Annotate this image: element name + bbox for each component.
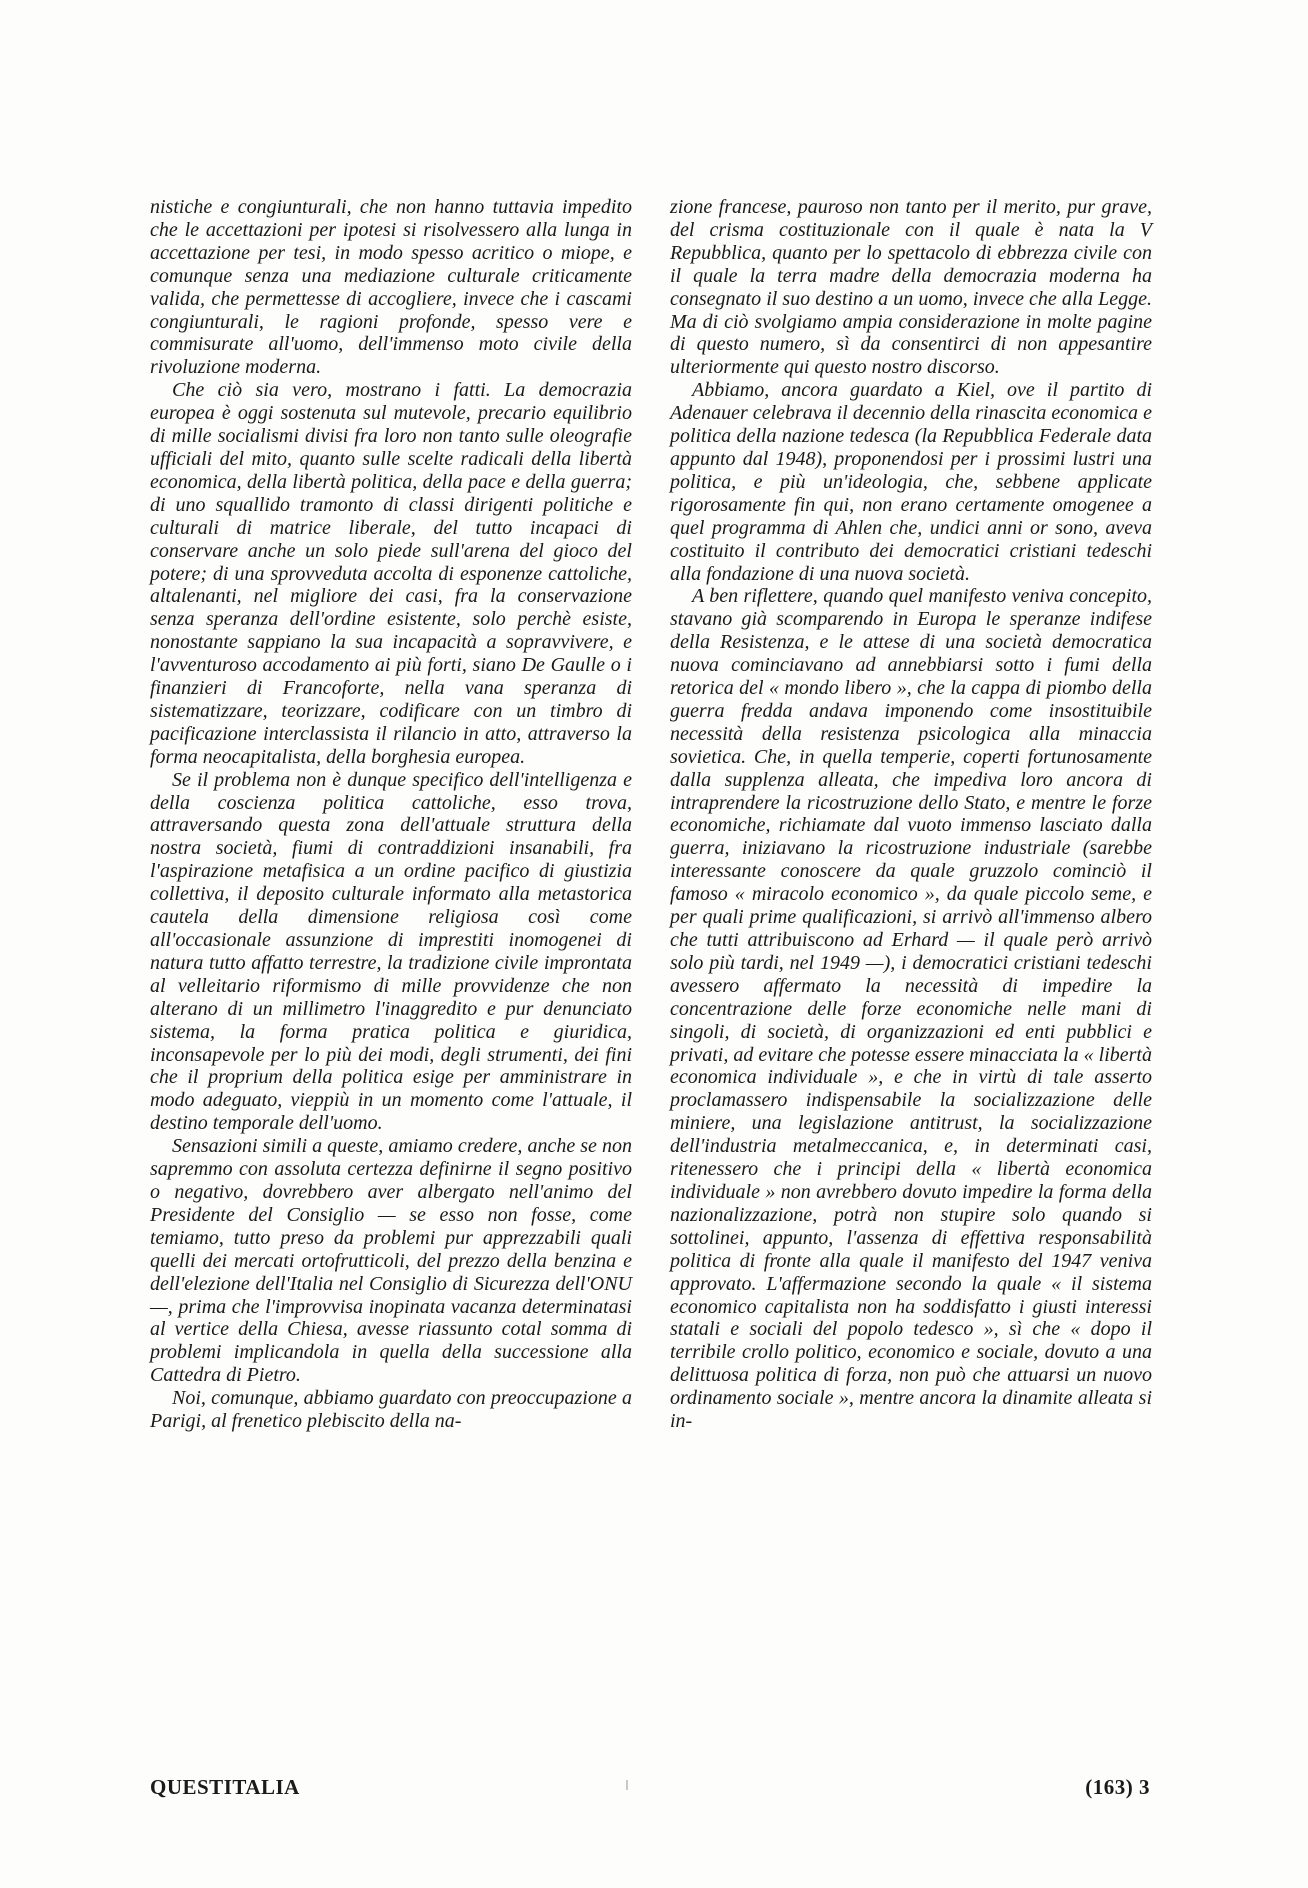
paragraph: A ben riflettere, quando quel manifesto veniva concepito, stavano già scomparendo in Europa le speranze indifese della Resistenza, e le attese di una società democratica nuova cominciavano ad annebbiarsi sotto i fumi della retorica del « mondo libero », che la cappa di piombo della guerra fredda andava imponendo come insostituibile necessità della resistenza psicologica alla minaccia sovietica. Che, in quella temperie, coperti fortunosamente dalla supplenza alleata, che impediva loro ancora di intraprendere la ricostruzione dello Stato, e mentre le forze economiche, richiamate dal vuoto immenso lasciato dalla guerra, iniziavano la ricostruzione industriale (sarebbe interessante conoscere da quale gruzzolo cominciò il famoso « miracolo economico », da quale piccolo seme, e per quali prime qualificazioni, si arrivò all'immenso albero che tutti attribuiscono ad Erhard — il quale però arrivò solo più tardi, nel 1949 —), i democratici cristiani tedeschi avessero affermato la necessità di impedire la concentrazione delle forze economiche nelle mani di singoli, di società, di organizzazioni ed enti pubblici e privati, ad evitare che potesse essere minacciata la « libertà economica individuale », e che in virtù di tale asserto proclamassero indispensabile la socializzazione delle miniere, una legislazione antitrust, la socializzazione dell'industria metalmeccanica, e, in determinati casi, ritenessero che i principi della « libertà economica individuale » non avrebbero dovuto impedire la forma della nazionalizzazione, potrà non stupire solo quando si sottolinei, appunto, l'assenza di effettiva responsabilità politica di fronte alla quale il manifesto del 1947 veniva approvato. L'affermazione secondo la quale « il sistema economico capitalista non ha soddisfatto i giusti interessi statali e sociali del popolo tedesco », sì che « dopo il terribile crollo politico, economico e sociale, dovuto a una delittuosa politica di forza, non può che attuarsi un nuovo ordinamento sociale », mentre ancora la dinamite alleata si in- <box>670 585 1152 1433</box>
right-text-column <box>670 196 1152 1433</box>
paragraph: Se il problema non è dunque specifico dell'intelligenza e della coscienza politica cattoliche, esso trova, attraversando questa zona dell'attuale struttura della nostra società, fiumi di contraddizioni insanabili, fra l'aspirazione metafisica a un ordine pacifico di giustizia collettiva, il deposito culturale informato alla metastorica cautela della dimensione religiosa così come all'occasionale assunzione di imprestiti inomogenei di natura tutto affatto terrestre, la tradizione civile improntata al velleitario riformismo di mille provvidenze che non alterano di un millimetro l'inaggredito e pur denunciato sistema, la forma pratica politica e giuridica, inconsapevole per lo più dei modi, degli strumenti, dei fini che il proprium della politica esige per amministrare in modo adeguato, vieppiù in un momento come l'attuale, il destino temporale dell'uomo. <box>150 768 632 1135</box>
paragraph: Che ciò sia vero, mostrano i fatti. La democrazia europea è oggi sostenuta sul mutevole, precario equilibrio di mille socialismi divisi fra loro non tanto sulle oleografie ufficiali del mito, quanto sulle scelte radicali della libertà economica, della libertà politica, della pace e della guerra; di uno squallido tramonto di classi dirigenti politiche e culturali di matrice liberale, del tutto incapaci di conservare anche un solo piede sull'arena del gioco del potere; di una sprovveduta accolta di esponenze cattoliche, altalenanti, nel migliore dei casi, fra la conservazione senza speranza dell'ordine esistente, solo perchè esiste, nonostante sappiano la sua incapacità a sopravvivere, e l'avventuroso accodamento ai più forti, siano De Gaulle o i finanzieri di Francoforte, nella vana speranza di sistematizzare, teorizzare, codificare con un timbro di pacificazione interclassista il rilancio in atto, attraverso la forma neocapitalista, della borghesia europea. <box>150 379 632 768</box>
left-text-column <box>150 196 632 1433</box>
publication-name: QUESTITALIA <box>150 1775 300 1799</box>
paragraph: zione francese, pauroso non tanto per il merito, pur grave, del crisma costituzionale con il quale è nata la V Repubblica, quanto per lo spettacolo di ebbrezza civile con il quale la terra madre della democrazia moderna ha consegnato il suo destino a un uomo, invece che alla Legge. Ma di ciò svolgiamo ampia considerazione in molte pagine di questo numero, sì da consentirci di non appesantire ulteriormente qui questo nostro discorso. <box>670 196 1152 379</box>
paragraph: nistiche e congiunturali, che non hanno tuttavia impedito che le accettazioni per ipotesi si risolvessero alla lunga in accettazione per tesi, in modo spesso acritico o miope, e comunque senza una mediazione culturale criticamente valida, che permettesse di accogliere, invece che i cascami congiunturali, le ragioni profonde, spesso vere e commisurate all'uomo, dell'immenso moto civile della rivoluzione moderna. <box>150 196 632 379</box>
page-number: (163) 3 <box>1085 1775 1150 1799</box>
paragraph: Abbiamo, ancora guardato a Kiel, ove il partito di Adenauer celebrava il decennio della rinascita economica e politica della nazione tedesca (la Repubblica Federale data appunto dal 1948), proponendosi per i prossimi lustri una politica, e più un'ideologia, che, sebbene applicate rigorosamente fin qui, non erano certamente omogenee a quel programma di Ahlen che, undici anni or sono, aveva costituito il contributo dei democratici cristiani tedeschi alla fondazione di una nuova società. <box>670 379 1152 585</box>
paragraph: Sensazioni simili a queste, amiamo credere, anche se non sapremmo con assoluta certezza definirne il segno positivo o negativo, dovrebbero aver albergato nell'animo del Presidente del Consiglio — se esso non fosse, come temiamo, tutto preso da problemi pur apprezzabili quali quelli dei mercati ortofrutticoli, del prezzo della benzina e dell'elezione dell'Italia nel Consiglio di Sicurezza dell'ONU —, prima che l'improvvisa inopinata vacanza determinatasi al vertice della Chiesa, avesse riassunto cotal somma di problemi implicandola in quella della successione alla Cattedra di Pietro. <box>150 1135 632 1387</box>
scan-mark <box>626 1780 628 1790</box>
paragraph: Noi, comunque, abbiamo guardato con preoccupazione a Parigi, al frenetico plebiscito della na- <box>150 1387 632 1433</box>
